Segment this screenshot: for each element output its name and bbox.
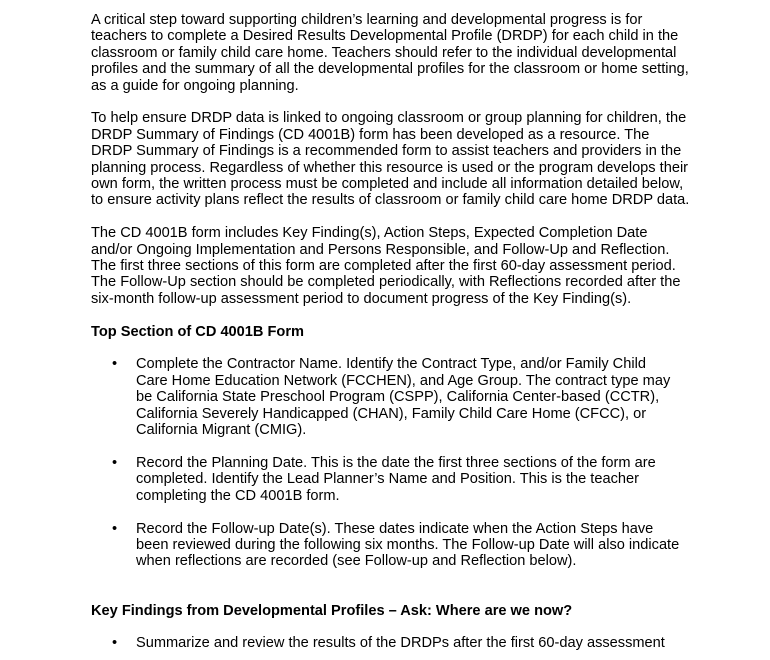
- list-item: [91, 356, 681, 438]
- key-findings-list: [91, 635, 691, 651]
- form-sections-paragraph: The CD 4001B form includes Key Finding(s), Action Steps, Expected Completion Date and/or Ongoing Implementation and Persons Responsible, and Follow-Up and Reflection. The first three sections of this form are completed after the first 60-day assessment period. The Follow-Up section should be completed periodically, with Reflections recorded after the six-month follow-up assessment period to document progress of the Key Finding(s).: [91, 225, 681, 307]
- drdp-summary-paragraph: To help ensure DRDP data is linked to ongoing classroom or group planning for children, the DRDP Summary of Findings (CD 4001B) form has been developed as a resource. The DRDP Summary of Findings is a recommended form to assist teachers and providers in the planning process. Regardless of whether this resource is used or the program develops their own form, the written process must be completed and include all information detailed below, to ensure activity plans reflect the results of classroom or family child care home DRDP data.: [91, 110, 690, 209]
- document-page: [91, 0, 691, 652]
- list-item-text: Record the Planning Date. This is the date the first three sections of the form are completed. Identify the Lead Planner’s Name and Position. This is the teacher completing the CD 4001B form.: [136, 454, 656, 504]
- list-item-text: Record the Follow-up Date(s). These dates indicate when the Action Steps have been reviewed during the following six months. The Follow-up Date will also indicate when reflections are recorded (see Follow-up and Reflection below).: [136, 520, 680, 570]
- intro-paragraph: A critical step toward supporting children’s learning and developmental progress is for teachers to complete a Desired Results Developmental Profile (DRDP) for each child in the classroom or family child care home. Teachers should refer to the individual developmental profiles and the summary of all the developmental profiles for the classroom or home setting, as a guide for ongoing planning.: [91, 12, 689, 94]
- section-heading-top: Top Section of CD 4001B Form: [91, 323, 304, 340]
- top-section-list: [91, 356, 691, 569]
- list-item-text: Complete the Contractor Name. Identify the Contract Type, and/or Family Child Care Home Education Network (FCCHEN), and Age Group. The contract type may be California State Preschool Program (CSPP), California Center-based (CCTR), California Severely Handicapped (CHAN), Family Child Care Home (CFCC), or California Migrant (CMIG).: [136, 356, 671, 439]
- list-item: [91, 455, 681, 504]
- bullet-icon: •: [112, 356, 118, 373]
- section-heading-key-findings: Key Findings from Developmental Profiles – Ask: Where are we now?: [91, 602, 573, 619]
- list-item: [91, 521, 681, 570]
- bullet-icon: •: [112, 454, 118, 471]
- list-item-text: Summarize and review the results of the DRDPs after the first 60-day assessment: [136, 635, 665, 652]
- list-item: [91, 635, 681, 651]
- bullet-icon: •: [112, 635, 118, 652]
- bullet-icon: •: [112, 520, 118, 537]
